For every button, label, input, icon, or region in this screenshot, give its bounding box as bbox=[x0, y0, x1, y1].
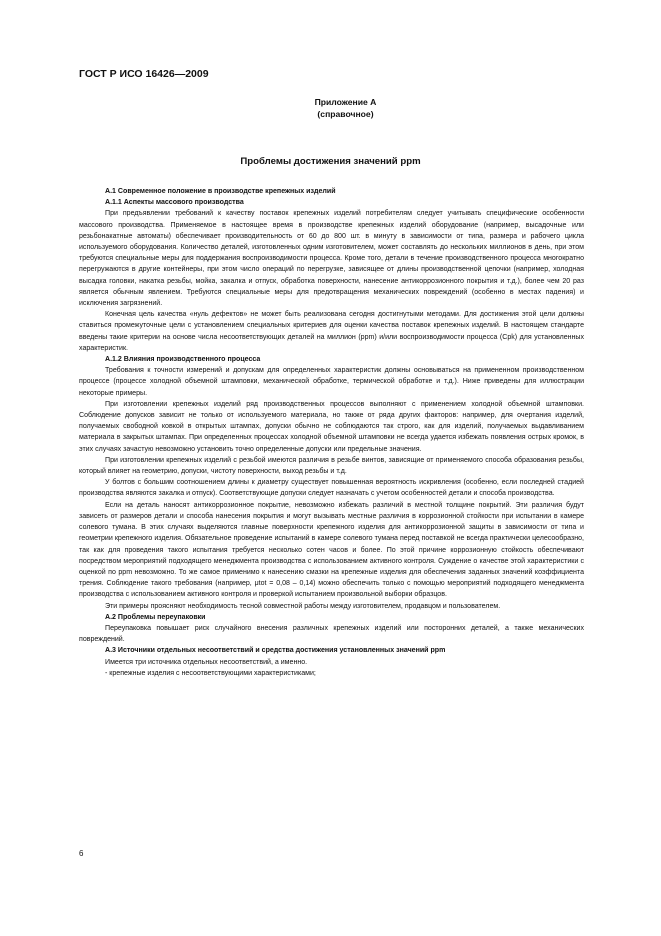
paragraph: При изготовлении крепежных изделий с резьбой имеются различия в резьбе винтов, зависящие от применяемого способа образования резьбы, который влияет на геометрию, допуски, чистоту поверхности, выход резьбы и т.д. bbox=[79, 456, 584, 476]
appendix-title: Приложение А bbox=[314, 97, 377, 107]
document-code: ГОСТ Р ИСО 16426—2009 bbox=[79, 68, 209, 80]
page-number: 6 bbox=[79, 849, 84, 858]
appendix-note: (справочное) bbox=[317, 109, 374, 119]
paragraph: Имеется три источника отдельных несоответствий, а именно. bbox=[105, 658, 308, 666]
paragraph: Если на деталь наносят антикоррозионное покрытие, невозможно избежать различий в местной толщине покрытий. Эти различия будут зависеть от размеров детали и способа нанесения покрытия и могут вызывать местные различия в коррозионной стойкости при испытании в камере солевого тумана. В этих случаях выделяются главные поверхности крепежного изделия для антикоррозионной защиты в зависимости от типа и геометрии крепежного изделия. Обязательное проведение испытаний в камере солевого тумана перед поставкой не всегда практически целесообразно, так как для проведения такого испытания требуется несколько сотен часов и более. По этой причине коррозионную стойкость обеспечивают посредством мероприятий подходящего менеджмента производства с использованием активного контроля. Суждение о качестве этой характеристики с оценкой по ppm невозможно. То же самое применимо к нанесению смазки на крепежные изделия для обеспечения заданных значений коэффициента трения. Соблюдение такого требования (например, μtot = 0,08 – 0,14) можно обеспечить только с помощью мероприятий подходящего менеджмента производства с использованием активного контроля и проверкой испытанием произвольной выборки образцов. bbox=[79, 501, 584, 599]
paragraph: Требования к точности измерений и допускам для определенных характеристик должны основываться на примененном производственном процессе (процессе холодной объемной штамповки, механической обработке, термической обработке и т.д.). Ниже приведены для иллюстрации некоторые примеры. bbox=[79, 367, 584, 397]
paragraph: При изготовлении крепежных изделий ряд производственных процессов выполняют с применением холодной объемной штамповки. Соблюдение допусков зависит не только от используемого материала, но также от ряда других факторов: например, для очертания изделий, получаемых свободной ковкой в открытых штампах, допуски обычно не соблюдаются так строго, как для изделий, получаемых выдавливанием материала в закрытых штампах. При определенных процессах холодной объемной штамповки не всегда удается избежать появления острых кромок, в этих случаях зачастую невозможно установить точно определенные допуски или предельные значения. bbox=[79, 400, 584, 453]
paragraph: Эти примеры проясняют необходимость тесной совместной работы между изготовителем, продавцом и пользователем. bbox=[105, 602, 501, 610]
main-title: Проблемы достижения значений ppm bbox=[240, 156, 421, 167]
paragraph: Конечная цель качества «нуль дефектов» не может быть реализована сегодня достигнутыми методами. Для достижения этой цели должны ставиться промежуточные цели с установлением специальных критериев для оценки качества поставок крепежных изделий. В настоящем стандарте введены такие критерии на основе числа несоответствующих деталей на миллион (ppm) и/или воспроизводимости процесса (Cpk) для установленных характеристик. bbox=[79, 311, 584, 352]
section-a11-heading: А.1.1 Аспекты массового производства bbox=[105, 199, 244, 207]
list-item: - крепежные изделия с несоответствующими характеристиками; bbox=[105, 669, 316, 677]
paragraph: Переупаковка повышает риск случайного внесения различных крепежных изделий или посторонних деталей, а также механических повреждений. bbox=[79, 624, 584, 644]
paragraph: При предъявлении требований к качеству поставок крепежных изделий потребителям следует учитывать специфические особенности массового производства. Применяемое в настоящее время в производстве крепежных изделий оборудование (например, высадочные или резьбонакатные автоматы) обеспечивает производительность от 60 до 800 шт. в минуту в зависимости от типа, размера и рабочего цикла используемого оборудования. Количество деталей, изготовленных одним изготовителем, может составлять до нескольких миллионов в день, при этом требуются специальные меры для поддержания воспроизводимости процесса. Кроме того, детали в течение производственного процесса многократно перегружаются в другие контейнеры, при этом число операций по перегрузке, зависящее от длины производственной цепочки (например, холодная высадка головки, накатка резьбы, мойка, закалка и отпуск, обработка поверхности, нанесение антикоррозионного покрытия и т.д.), более чем 20 раз является обычным явлением. Требуются специальные меры для предотвращения механических повреждений (особенно в местах падения) и исключения загрязнений. bbox=[79, 210, 584, 308]
section-a1-heading: А.1 Современное положение в производстве крепежных изделий bbox=[105, 188, 336, 195]
document-body bbox=[79, 186, 584, 679]
paragraph: У болтов с большим соотношением длины к диаметру существует повышенная вероятность искривления (особенно, если последней стадией производства являются закалка и отпуск). Соответствующие допуски следует назначать с учетом особенностей детали и способа производства. bbox=[79, 479, 584, 498]
appendix-header bbox=[0, 96, 661, 120]
section-a3-heading: А.3 Источники отдельных несоответствий и средства достижения установленных значений ppm bbox=[105, 647, 446, 655]
section-a2-heading: А.2 Проблемы переупаковки bbox=[105, 613, 206, 621]
section-a12-heading: А.1.2 Влияния производственного процесса bbox=[105, 356, 261, 364]
